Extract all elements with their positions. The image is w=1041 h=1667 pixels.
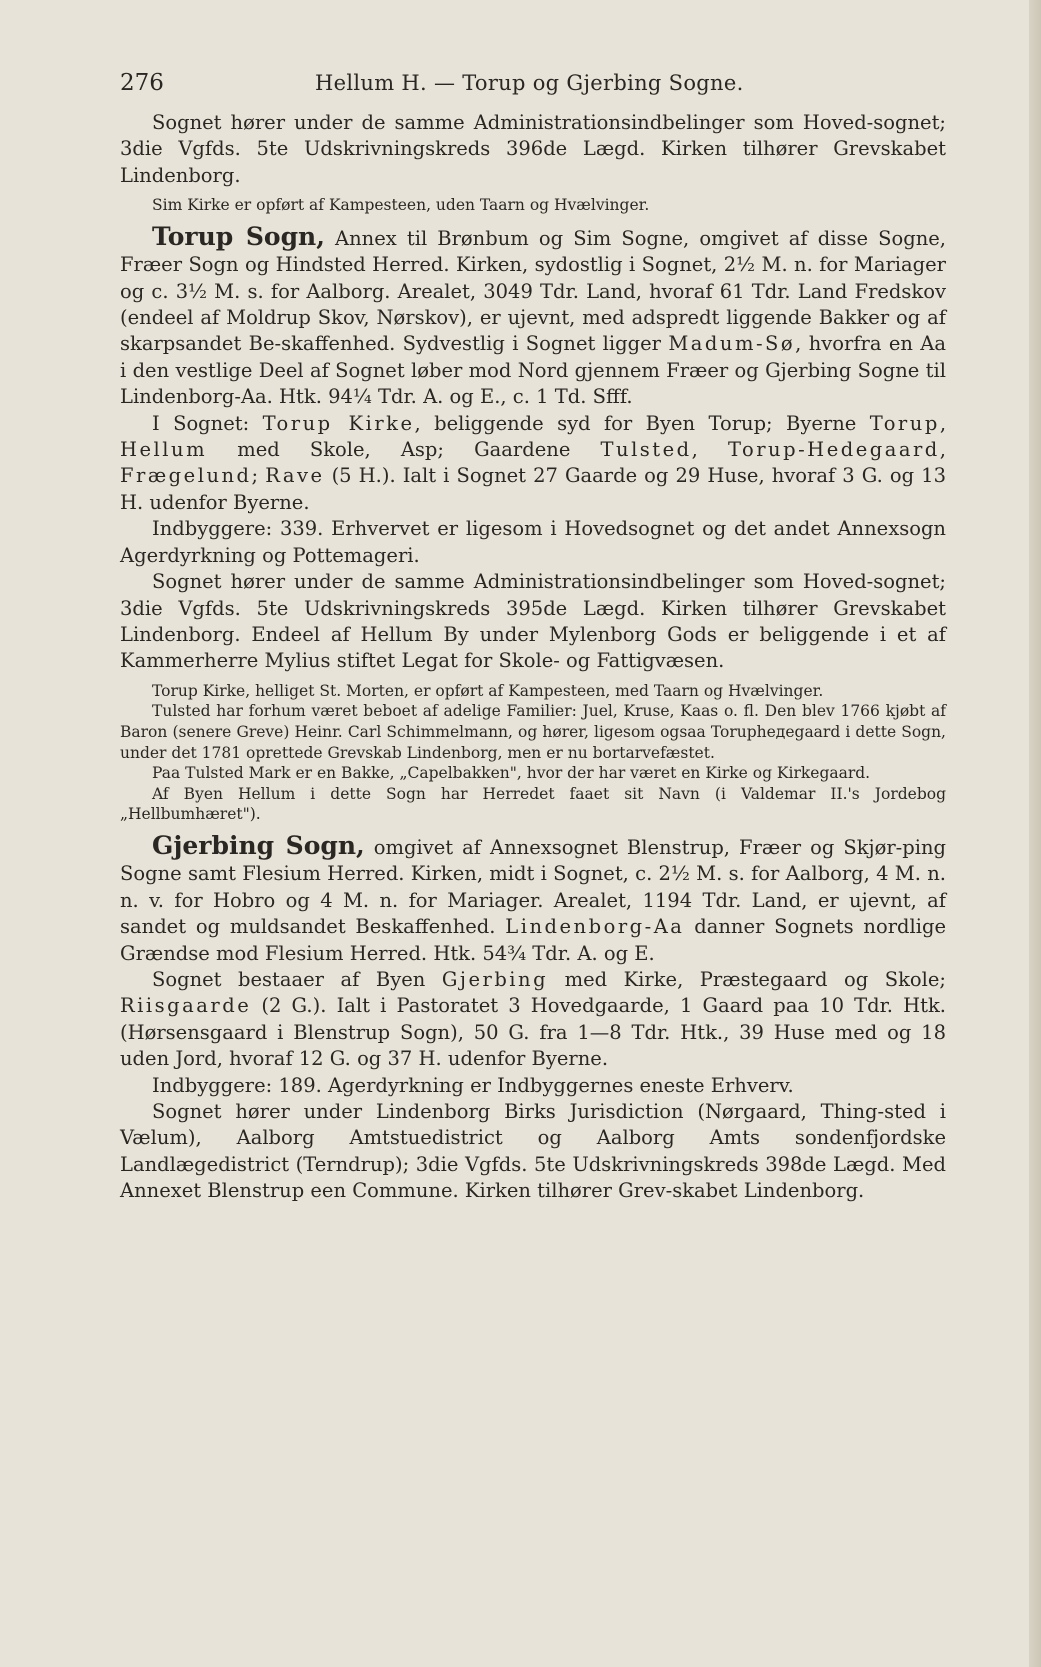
sim-church-note: Sim Kirke er opført af Kampesteen, uden Taarn og Hvælvinger. — [152, 196, 650, 215]
running-header — [120, 70, 946, 100]
page-edge — [1029, 0, 1041, 1667]
gjerbing-population: Indbyggere: 189. Agerdyrkning er Indbyggernes eneste Erhverv. — [152, 1073, 794, 1097]
gjerbing-intro: Gjerbing Sogn, omgivet af Annexsognet Blenstrup, Fræer og Skjør-ping Sogne samt Flesium Herred. Kirken, midt i Sognet, c. 2½ M. s. for Aalborg, 4 M. n. n. v. for Hobro og 4 M. n. for Mariager. Arealet, 1194 Tdr. Land, er ujevnt, af sandet og muldsandet Beskaffenhed. Lindenborg-Aa danner Sognets nordlige Grændse mod Flesium Herred. Htk. 54¾ Tdr. A. og E. — [120, 830, 946, 965]
torup-population: Indbyggere: 339. Erhvervet er ligesom i Hovedsognet og det andet Annexsogn Agerdyrkning og Pottemageri. — [120, 517, 946, 567]
lindenborg-aa: Lindenborg-Aa — [505, 915, 685, 939]
running-title: Hellum H. — Torup og Gjerbing Sogne. — [315, 71, 744, 95]
torup-heading: Torup Sogn, — [152, 221, 325, 251]
previous-parish-admin: Sognet hører under de samme Administrationsindbelinger som Hoved-sognet; 3die Vgfds. 5te Udskrivningskreds 396de Lægd. Kirken tilhører Grevskabet Lindenborg. — [120, 111, 946, 187]
gjerbing-villages: Sognet bestaaer af Byen Gjerbing med Kirke, Præstegaard og Skole; Riisgaarde (2 G.). Ialt i Pastoratet 3 Hovedgaarde, 1 Gaard paa 10 Tdr. Htk. (Hørsensgaard i Blenstrup Sogn), 50 G. fra 1—8 Tdr. Htk., 39 Huse med og 18 uden Jord, hvoraf 12 G. og 37 H. udenfor Byerne. — [120, 967, 946, 1071]
torup-admin: Sognet hører under de samme Administrationsindbelinger som Hoved-sognet; 3die Vgfds. 5te Udskrivningskreds 395de Lægd. Kirken tilhører Grevskabet Lindenborg. Endeel af Hellum By under Mylenborg Gods er beliggende i et af Kammerherre Mylius stiftet Legat for Skole- og Fattigvæsen. — [120, 570, 946, 673]
gjerbing-admin: Sognet hører under Lindenborg Birks Jurisdiction (Nørgaard, Thing-sted i Vælum), Aalborg Amtstuedistrict og Aalborg Amts sondenfjordske Landlægedistrict (Terndrup); 3die Vgfds. 5te Udskrivningskreds 398de Lægd. Med Annexet Blenstrup een Commune. Kirken tilhører Grev-skabet Lindenborg. — [120, 1099, 946, 1203]
torup-note: Paa Tulsted Mark er en Bakke, „Capelbakken", hvor der har været en Kirke og Kirkegaard. — [152, 764, 871, 783]
page-number: 276 — [120, 70, 164, 96]
gjerbing-heading: Gjerbing Sogn, — [152, 830, 365, 860]
torup-intro: Torup Sogn, Annex til Brønbum og Sim Sogne, omgivet af disse Sogne, Fræer Sogn og Hindsted Herred. Kirken, sydostlig i Sognet, 2½ M. n. for Mariager og c. 3½ M. s. for Aalborg. Arealet, 3049 Tdr. Land, hvoraf 61 Tdr. Land Fredskov (endeel af Moldrup Skov, Nørskov), er ujevnt, med adspredt liggende Bakker og af skarpsandet Be-skaffenhed. Sydvestlig i Sognet ligger Madum-Sø, hvorfra en Aa i den vestlige Deel af Sognet løber mod Nord gjennem Fræer og Gjerbing Sogne til Lindenborg-Aa. Htk. 94¼ Tdr. A. og E., c. 1 Td. Sfff. — [120, 221, 947, 409]
torup-villages: I Sognet: Torup Kirke, beliggende syd for Byen Torup; Byerne Torup, Hellum med Skole, Asp; Gaardene Tulsted, Torup-Hedegaard, Frægelund; Rave (5 H.). Ialt i Sognet 27 Gaarde og 29 Huse, hvoraf 3 G. og 13 H. udenfor Byerne. — [120, 411, 947, 514]
madum-so: Madum-Sø — [668, 332, 796, 356]
torup-note: Tulsted har forhum været beboet af adelige Familier: Juel, Kruse, Kaas o. fl. Den blev 1766 kjøbt af Baron (senere Greve) Heinr. Carl Schimmelmann, og hører, ligesom ogsaa Torupheдegaard i dette Sogn, under det 1781 oprettede Grevskab Lindenborg, men er nu bortarvefæstet. — [120, 702, 946, 762]
torup-note: Torup Kirke, helliget St. Morten, er opført af Kampesteen, med Taarn og Hvælvinger. — [152, 681, 824, 700]
torup-note: Af Byen Hellum i dette Sogn har Herredet faaet sit Navn (i Valdemar II.'s Jordebog „Hellbumhæret"). — [120, 784, 946, 824]
